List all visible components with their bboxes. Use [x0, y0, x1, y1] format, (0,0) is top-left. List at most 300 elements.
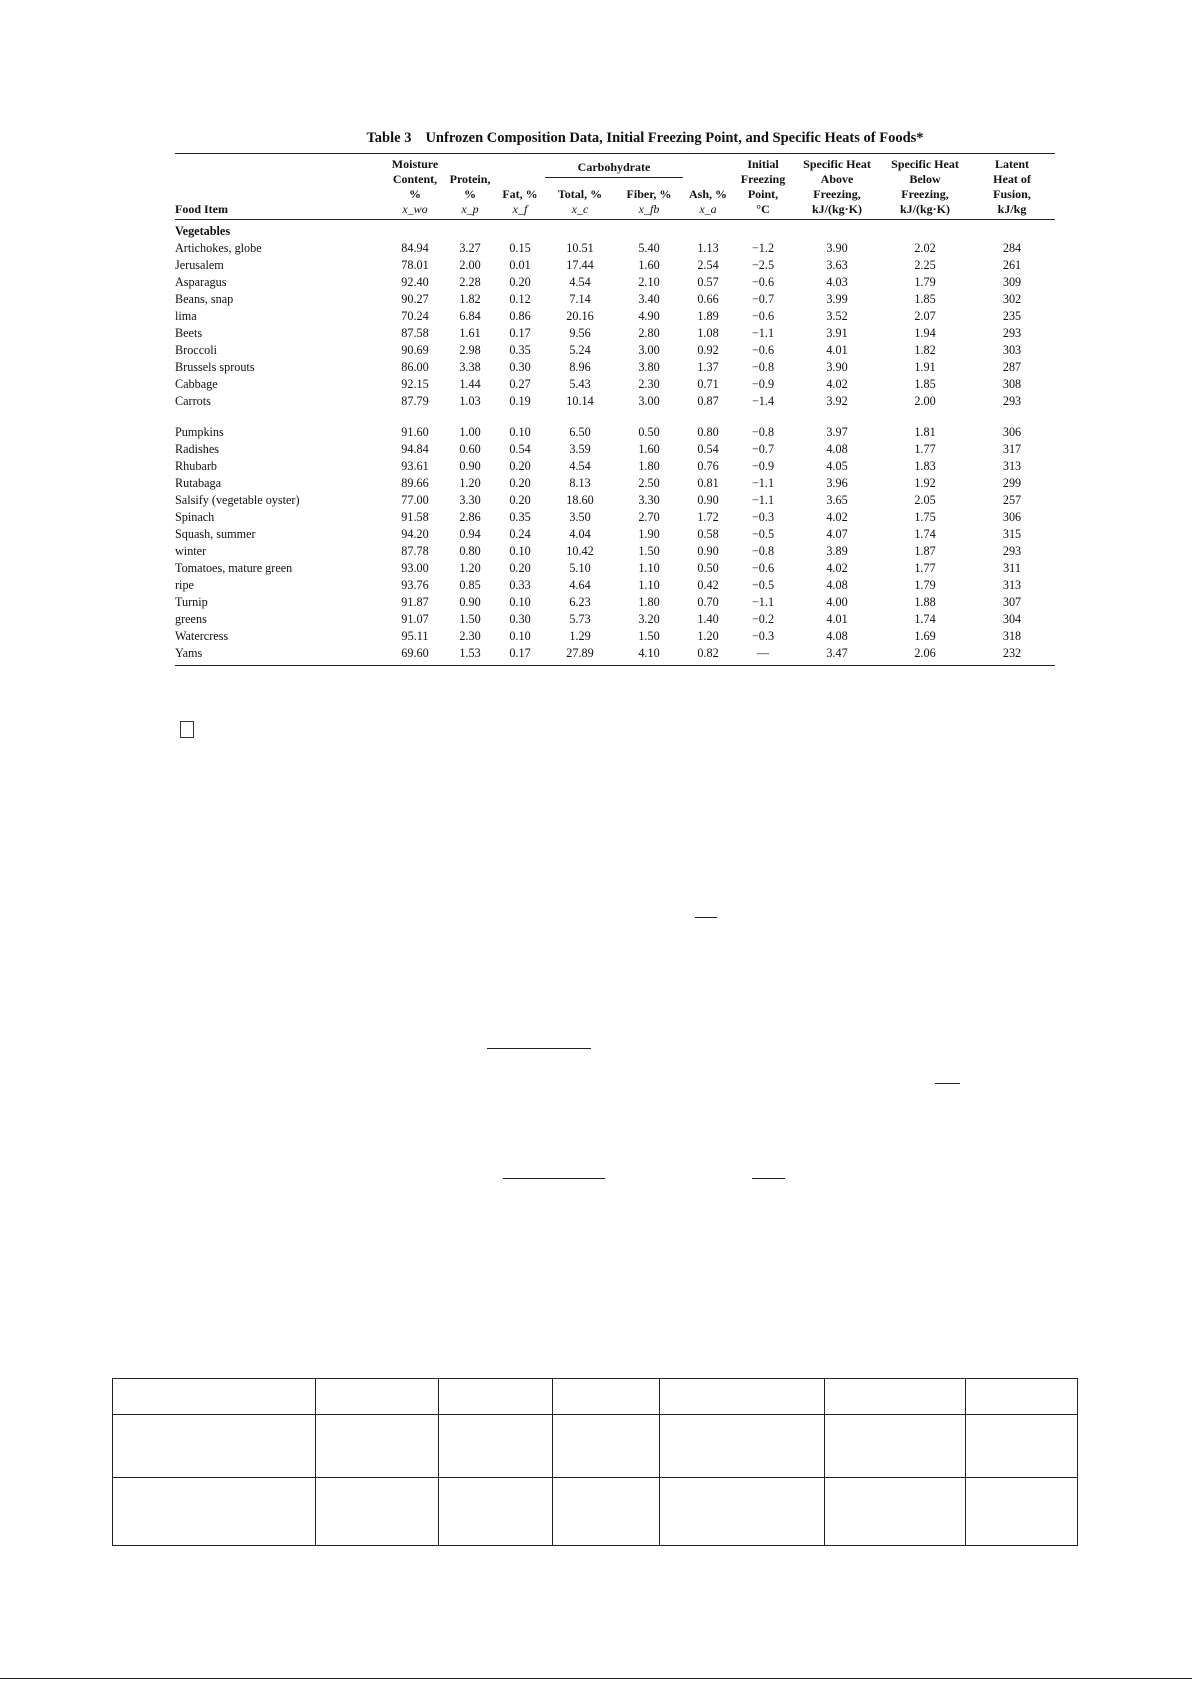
- cell-moisture: 92.40: [401, 275, 429, 289]
- cell-protein: 1.82: [459, 292, 481, 306]
- food-item-name: Watercress: [175, 629, 229, 643]
- cell-total: 5.24: [569, 343, 591, 357]
- cell-ash: 0.71: [697, 377, 719, 391]
- header-carb-total: Total, % x_c: [557, 187, 603, 216]
- table-row: [175, 291, 1055, 308]
- cell-freeze: —: [733, 645, 793, 666]
- cell-fiber: 1.10: [638, 561, 660, 575]
- cell-moisture: 91.58: [401, 510, 429, 524]
- cell-fiber: 1.10: [638, 578, 660, 592]
- fraction-bar: [935, 1083, 960, 1084]
- cell-latent: 311: [1003, 561, 1021, 575]
- cell-latent: 257: [1002, 493, 1022, 507]
- food-item-name: Broccoli: [175, 343, 217, 357]
- fraction-bar: [487, 1048, 591, 1049]
- blank-cell[interactable]: [552, 1415, 660, 1478]
- cell-total: 5.73: [569, 612, 591, 626]
- cell-moisture: 77.00: [401, 493, 429, 507]
- table-row: [175, 308, 1055, 325]
- cell-fat: 0.30: [509, 360, 531, 374]
- cell-freeze: −0.9: [751, 377, 775, 391]
- blank-cell[interactable]: [113, 1379, 316, 1415]
- cell-latent: 284: [1002, 241, 1022, 255]
- header-cp-above: Specific Heat Above Freezing, kJ/(kg·K): [803, 157, 871, 216]
- food-item-name: Beets: [175, 326, 203, 340]
- cell-total: 4.54: [569, 459, 591, 473]
- food-item-name: Yams: [175, 645, 385, 666]
- cell-fiber: 1.50: [638, 544, 660, 558]
- blank-cell[interactable]: [315, 1478, 438, 1546]
- header-cp-below: Specific Heat Below Freezing, kJ/(kg·K): [891, 157, 959, 216]
- blank-table-row: [113, 1379, 1078, 1415]
- cell-fiber: 0.50: [638, 425, 660, 439]
- cell-latent: 235: [1002, 309, 1022, 323]
- cell-cp-below: 1.79: [914, 275, 936, 289]
- cell-cp-above: 4.02: [826, 510, 848, 524]
- cell-moisture: 87.78: [401, 544, 429, 558]
- cell-freeze: −0.8: [751, 425, 775, 439]
- food-item-name: Spinach: [175, 510, 215, 524]
- table-row: [175, 560, 1055, 577]
- header-fat: Fat, % x_f: [502, 187, 538, 216]
- cell-moisture: 69.60: [385, 645, 445, 666]
- cell-cp-below: 1.91: [914, 360, 936, 374]
- cell-cp-below: 1.77: [914, 442, 936, 456]
- blank-cell[interactable]: [825, 1478, 966, 1546]
- cell-moisture: 91.87: [401, 595, 429, 609]
- table-row: [175, 393, 1055, 410]
- table-row: [175, 325, 1055, 342]
- food-item-name: Rhubarb: [175, 459, 217, 473]
- cell-latent: 299: [1002, 476, 1022, 490]
- table-row: [175, 257, 1055, 274]
- cell-ash: 1.89: [697, 309, 719, 323]
- cell-cp-above: 4.02: [826, 561, 848, 575]
- header-moisture: Moisture Content, % x_wo: [391, 157, 439, 216]
- table-row: [175, 240, 1055, 257]
- table-row: [175, 577, 1055, 594]
- food-item-name: Artichokes, globe: [175, 241, 262, 255]
- food-item-name: ripe: [175, 578, 194, 592]
- cell-cp-above: 3.52: [826, 309, 848, 323]
- blank-cell[interactable]: [660, 1379, 825, 1415]
- cell-protein: 2.30: [459, 629, 481, 643]
- table-row: [175, 441, 1055, 458]
- cell-total: 27.89: [545, 645, 615, 666]
- food-item-name: Jerusalem: [175, 258, 224, 272]
- blank-cell[interactable]: [113, 1478, 316, 1546]
- cell-fat: 0.01: [509, 258, 531, 272]
- cell-latent: 315: [1002, 527, 1022, 541]
- cell-moisture: 89.66: [401, 476, 429, 490]
- cell-total: 10.51: [566, 241, 594, 255]
- food-item-name: Carrots: [175, 394, 211, 408]
- cell-freeze: −1.2: [751, 241, 775, 255]
- cell-cp-above: 3.63: [826, 258, 848, 272]
- food-item-name: Beans, snap: [175, 292, 234, 306]
- cell-cp-above: 4.01: [826, 343, 848, 357]
- cell-moisture: 84.94: [401, 241, 429, 255]
- cell-fat: 0.20: [509, 493, 531, 507]
- blank-cell[interactable]: [660, 1478, 825, 1546]
- cell-protein: 0.80: [459, 544, 481, 558]
- cell-cp-below: 2.07: [914, 309, 936, 323]
- cell-latent: 317: [1002, 442, 1022, 456]
- fraction-bar: [503, 1178, 605, 1179]
- cell-total: 5.43: [569, 377, 591, 391]
- cell-protein: 3.27: [459, 241, 481, 255]
- cell-cp-above: 3.99: [826, 292, 848, 306]
- cell-ash: 0.90: [697, 493, 719, 507]
- cell-fat: 0.19: [509, 394, 531, 408]
- cell-fat: 0.86: [509, 309, 531, 323]
- cell-fat: 0.35: [509, 343, 531, 357]
- cell-total: 1.29: [569, 629, 591, 643]
- cell-fat: 0.20: [509, 476, 531, 490]
- cell-protein: 1.20: [459, 561, 481, 575]
- cell-total: 3.59: [569, 442, 591, 456]
- cell-freeze: −1.1: [751, 476, 775, 490]
- header-latent-heat: Latent Heat of Fusion, kJ/kg: [993, 157, 1031, 216]
- cell-cp-above: 3.91: [826, 326, 848, 340]
- cell-total: 7.14: [569, 292, 591, 306]
- table-row: [175, 628, 1055, 645]
- cell-protein: 1.61: [459, 326, 481, 340]
- cell-latent: 313: [1002, 578, 1022, 592]
- cell-total: 6.50: [569, 425, 591, 439]
- cell-cp-below: 1.77: [914, 561, 936, 575]
- cell-cp-above: 4.08: [826, 578, 848, 592]
- blank-table: [112, 1378, 1078, 1546]
- cell-total: 18.60: [566, 493, 594, 507]
- cell-latent: 306: [1002, 425, 1022, 439]
- cell-cp-above: 4.05: [826, 459, 848, 473]
- cell-cp-above: 4.02: [826, 377, 848, 391]
- composition-table-section: [175, 130, 1055, 666]
- cell-ash: 0.87: [697, 394, 719, 408]
- cell-cp-below: 1.69: [914, 629, 936, 643]
- cell-freeze: −0.5: [751, 578, 775, 592]
- food-item-name: Squash, summer: [175, 527, 256, 541]
- cell-fat: 0.33: [509, 578, 531, 592]
- food-item-name: greens: [175, 612, 207, 626]
- cell-latent: 313: [1002, 459, 1022, 473]
- table-row: [175, 594, 1055, 611]
- table-row: [175, 458, 1055, 475]
- cell-latent: 318: [1002, 629, 1022, 643]
- table-row: [175, 376, 1055, 393]
- cell-total: 8.96: [569, 360, 591, 374]
- cell-cp-above: 3.65: [826, 493, 848, 507]
- cell-freeze: −1.4: [751, 394, 775, 408]
- food-item-name: Asparagus: [175, 275, 227, 289]
- cell-fat: 0.27: [509, 377, 531, 391]
- cell-fiber: 1.60: [638, 258, 660, 272]
- blank-cell[interactable]: [315, 1415, 438, 1478]
- blank-cell[interactable]: [552, 1379, 660, 1415]
- blank-cell[interactable]: [966, 1478, 1078, 1546]
- cell-cp-below: 1.88: [914, 595, 936, 609]
- cell-freeze: −0.2: [751, 612, 775, 626]
- table-row: [175, 274, 1055, 291]
- cell-fat: 0.20: [509, 459, 531, 473]
- cell-moisture: 70.24: [401, 309, 429, 323]
- blank-cell[interactable]: [113, 1415, 316, 1478]
- group-spacer: [175, 410, 1055, 424]
- cell-moisture: 87.58: [401, 326, 429, 340]
- cell-freeze: −0.7: [751, 442, 775, 456]
- cell-cp-above: 3.92: [826, 394, 848, 408]
- cell-protein: 0.60: [459, 442, 481, 456]
- cell-ash: 0.57: [697, 275, 719, 289]
- cell-cp-above: 3.89: [826, 544, 848, 558]
- cell-fiber: 3.00: [638, 394, 660, 408]
- cell-freeze: −0.5: [751, 527, 775, 541]
- cell-fat: 0.12: [509, 292, 531, 306]
- fraction-bar: [752, 1178, 785, 1179]
- cell-ash: 0.80: [697, 425, 719, 439]
- cell-cp-below: 1.81: [914, 425, 936, 439]
- cell-cp-above: 3.96: [826, 476, 848, 490]
- blank-cell[interactable]: [438, 1415, 552, 1478]
- cell-moisture: 78.01: [401, 258, 429, 272]
- cell-fiber: 3.40: [638, 292, 660, 306]
- cell-protein: 1.53: [445, 645, 495, 666]
- cell-protein: 2.98: [459, 343, 481, 357]
- food-item-name: lima: [175, 309, 197, 323]
- cell-moisture: 87.79: [401, 394, 429, 408]
- cell-cp-below: 1.75: [914, 510, 936, 524]
- cell-cp-above: 4.03: [826, 275, 848, 289]
- cell-latent: 306: [1002, 510, 1022, 524]
- food-item-name: Turnip: [175, 595, 208, 609]
- cell-fiber: 1.90: [638, 527, 660, 541]
- cell-freeze: −0.3: [751, 510, 775, 524]
- cell-moisture: 93.61: [401, 459, 429, 473]
- cell-protein: 0.90: [459, 459, 481, 473]
- cell-latent: 287: [1002, 360, 1022, 374]
- cell-cp-above: 4.08: [826, 629, 848, 643]
- cell-cp-below: 1.74: [914, 612, 936, 626]
- cell-fat: 0.10: [509, 629, 531, 643]
- cell-fat: 0.20: [509, 561, 531, 575]
- cell-ash: 0.70: [697, 595, 719, 609]
- cell-protein: 1.50: [459, 612, 481, 626]
- blank-cell[interactable]: [825, 1415, 966, 1478]
- cell-fiber: 1.60: [638, 442, 660, 456]
- cell-moisture: 90.69: [401, 343, 429, 357]
- cell-cp-below: 2.00: [914, 394, 936, 408]
- cell-protein: 2.00: [459, 258, 481, 272]
- blank-cell[interactable]: [825, 1379, 966, 1415]
- cell-fiber: 1.80: [638, 595, 660, 609]
- cell-cp-above: 3.90: [826, 360, 848, 374]
- cell-fiber: 4.90: [638, 309, 660, 323]
- cell-cp-above: 3.47: [793, 645, 881, 666]
- cell-protein: 1.44: [459, 377, 481, 391]
- checkbox[interactable]: [180, 721, 194, 738]
- header-carb-fiber: Fiber, % x_fb: [626, 187, 672, 216]
- cell-protein: 1.20: [459, 476, 481, 490]
- table-row: [175, 342, 1055, 359]
- cell-total: 10.42: [566, 544, 594, 558]
- cell-fat: 0.10: [509, 425, 531, 439]
- cell-fat: 0.10: [509, 544, 531, 558]
- cell-freeze: −0.7: [751, 292, 775, 306]
- cell-cp-above: 4.00: [826, 595, 848, 609]
- cell-total: 4.64: [569, 578, 591, 592]
- cell-cp-below: 2.02: [914, 241, 936, 255]
- cell-cp-below: 2.05: [914, 493, 936, 507]
- cell-fat: 0.24: [509, 527, 531, 541]
- cell-protein: 0.94: [459, 527, 481, 541]
- cell-fat: 0.17: [509, 326, 531, 340]
- cell-freeze: −1.1: [751, 326, 775, 340]
- cell-ash: 0.50: [697, 561, 719, 575]
- header-protein: Protein, % x_p: [449, 172, 491, 216]
- cell-protein: 0.85: [459, 578, 481, 592]
- cell-freeze: −0.6: [751, 343, 775, 357]
- table-label: Table 3: [366, 130, 412, 146]
- cell-fiber: 2.80: [638, 326, 660, 340]
- table-row: [175, 424, 1055, 441]
- cell-total: 5.10: [569, 561, 591, 575]
- blank-cell[interactable]: [438, 1379, 552, 1415]
- cell-protein: 2.86: [459, 510, 481, 524]
- cell-ash: 0.54: [697, 442, 719, 456]
- cell-ash: 0.42: [697, 578, 719, 592]
- cell-ash: 0.90: [697, 544, 719, 558]
- cell-moisture: 93.76: [401, 578, 429, 592]
- header-carbohydrate: Carbohydrate: [545, 154, 683, 178]
- cell-ash: 1.13: [697, 241, 719, 255]
- cell-ash: 2.54: [697, 258, 719, 272]
- cell-latent: 293: [1002, 326, 1022, 340]
- cell-total: 4.04: [569, 527, 591, 541]
- cell-protein: 1.00: [459, 425, 481, 439]
- cell-cp-below: 1.87: [914, 544, 936, 558]
- composition-table: [175, 153, 1055, 666]
- cell-moisture: 91.07: [401, 612, 429, 626]
- header-food-item: Food Item: [175, 202, 228, 216]
- cell-total: 9.56: [569, 326, 591, 340]
- cell-fiber: 4.10: [615, 645, 683, 666]
- cell-cp-above: 3.90: [826, 241, 848, 255]
- table-row: [175, 526, 1055, 543]
- cell-moisture: 95.11: [401, 629, 429, 643]
- blank-cell[interactable]: [315, 1379, 438, 1415]
- cell-fiber: 2.10: [638, 275, 660, 289]
- cell-fiber: 5.40: [638, 241, 660, 255]
- cell-total: 8.13: [569, 476, 591, 490]
- cell-cp-below: 1.85: [914, 292, 936, 306]
- cell-freeze: −0.3: [751, 629, 775, 643]
- cell-cp-below: 2.25: [914, 258, 936, 272]
- cell-fat: 0.10: [509, 595, 531, 609]
- food-item-name: Tomatoes, mature green: [175, 561, 293, 575]
- cell-freeze: −1.1: [751, 493, 775, 507]
- food-item-name: Brussels sprouts: [175, 360, 255, 374]
- cell-moisture: 93.00: [401, 561, 429, 575]
- blank-cell[interactable]: [966, 1379, 1078, 1415]
- cell-freeze: −0.6: [751, 275, 775, 289]
- cell-fiber: 1.50: [638, 629, 660, 643]
- cell-protein: 2.28: [459, 275, 481, 289]
- cell-latent: 302: [1002, 292, 1022, 306]
- blank-cell[interactable]: [660, 1415, 825, 1478]
- cell-fat: 0.15: [509, 241, 531, 255]
- cell-fat: 0.30: [509, 612, 531, 626]
- cell-freeze: −0.8: [751, 360, 775, 374]
- cell-moisture: 92.15: [401, 377, 429, 391]
- blank-cell[interactable]: [438, 1478, 552, 1546]
- blank-cell[interactable]: [552, 1478, 660, 1546]
- table-row: [175, 359, 1055, 376]
- food-item-name: Salsify (vegetable oyster): [175, 493, 300, 507]
- cell-latent: 309: [1002, 275, 1022, 289]
- cell-fiber: 1.80: [638, 459, 660, 473]
- cell-protein: 6.84: [459, 309, 481, 323]
- table-caption: Unfrozen Composition Data, Initial Freezing Point, and Specific Heats of Foods*: [425, 130, 924, 146]
- cell-moisture: 86.00: [401, 360, 429, 374]
- cell-fiber: 3.80: [638, 360, 660, 374]
- cell-cp-below: 1.85: [914, 377, 936, 391]
- blank-table-row: [113, 1415, 1078, 1478]
- cell-total: 3.50: [569, 510, 591, 524]
- cell-ash: 0.58: [697, 527, 719, 541]
- cell-cp-above: 4.07: [826, 527, 848, 541]
- cell-ash: 0.82: [683, 645, 733, 666]
- cell-ash: 1.72: [697, 510, 719, 524]
- cell-fat: 0.54: [509, 442, 531, 456]
- table-row: [175, 475, 1055, 492]
- cell-cp-below: 1.79: [914, 578, 936, 592]
- cell-cp-below: 1.83: [914, 459, 936, 473]
- cell-freeze: −0.6: [751, 309, 775, 323]
- cell-total: 20.16: [566, 309, 594, 323]
- cell-total: 6.23: [569, 595, 591, 609]
- table-title: [235, 130, 1055, 147]
- food-item-name: Radishes: [175, 442, 220, 456]
- cell-total: 17.44: [566, 258, 594, 272]
- cell-protein: 0.90: [459, 595, 481, 609]
- cell-moisture: 94.20: [401, 527, 429, 541]
- cell-freeze: −1.1: [751, 595, 775, 609]
- cell-fiber: 3.20: [638, 612, 660, 626]
- cell-ash: 0.81: [697, 476, 719, 490]
- header-ash: Ash, % x_a: [688, 187, 727, 216]
- cell-fiber: 3.00: [638, 343, 660, 357]
- cell-latent: 307: [1002, 595, 1022, 609]
- header-freezing-point: Initial Freezing Point, °C: [740, 157, 786, 216]
- cell-latent: 308: [1002, 377, 1022, 391]
- cell-ash: 0.66: [697, 292, 719, 306]
- cell-ash: 1.20: [697, 629, 719, 643]
- footer-rule: [0, 1678, 1192, 1679]
- cell-latent: 232: [969, 645, 1055, 666]
- cell-fat: 0.17: [495, 645, 545, 666]
- cell-moisture: 90.27: [401, 292, 429, 306]
- blank-cell[interactable]: [966, 1415, 1078, 1478]
- cell-cp-above: 3.97: [826, 425, 848, 439]
- cell-cp-below: 1.94: [914, 326, 936, 340]
- cell-protein: 3.38: [459, 360, 481, 374]
- cell-freeze: −0.8: [751, 544, 775, 558]
- cell-fat: 0.35: [509, 510, 531, 524]
- cell-freeze: −0.6: [751, 561, 775, 575]
- category-vegetables: Vegetables: [175, 224, 231, 238]
- fraction-bar: [695, 917, 717, 918]
